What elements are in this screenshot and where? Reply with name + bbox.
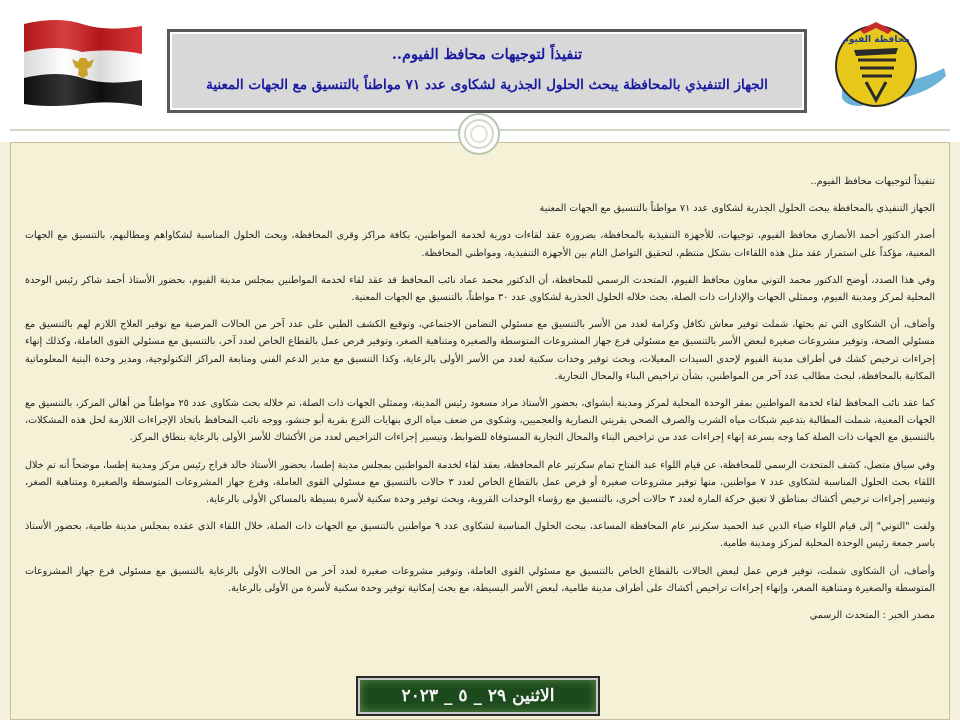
date-box [358,678,598,714]
paragraph: وأضاف، أن الشكاوى شملت، توفير فرص عمل لبعض الحالات بالقطاع الخاص بالتنسيق مع مسئولي القوى العاملة، وتوفير مشروعات صغيرة لعدد آخر من الحالات الأولى بالرعاية بالتنسيق مع مسئولي فرع جهاز المشروعات المتوسطة والصغيرة ومتناهية الصغر، وإنهاء إجراءات تراخيص أكشاك على أطراف مدينة طامية، لبعض الأسر البسيطة، مع بحث إمكانية توفير وحدة سكنية لأسرة من الأولى بالرعاية. [25,565,935,594]
news-source: مصدر الخبر : المتحدث الرسمي [809,610,935,622]
paragraph: وفي سياق متصل، كشف المتحدث الرسمي للمحافظة، عن قيام اللواء عبد الفتاح تمام سكرتير عام المحافظة، بعقد لقاء لخدمة المواطنين بمجلس مدينة إطسا، بحضور الأستاذ خالد فراج رئيس مركز ومدينة إطسا، موضحاً أنه تم خلال اللقاء بحث الحلول المناسبة لشكاوى عدد ٧ مواطنين، منها توفير مشروعات صغيرة أو فرص عمل بالقطاع الخاص لعدد ٣ حالات بالتنسيق مع مسئولي القوى العاملة، وفرع جهاز المشروعات المتوسطة والصغيرة ومتناهية الصغر، وتيسير إجراءات ترخيص أكشاك بمناطق لا تعيق حركة المارة لعدد ٣ حالات أخرى، بالتنسيق مع رؤساء الوحدات القروية، وبحث توفير وحدة سكنية لأسرة بسيطة بالمساكن الأولى بالرعاية. [25,459,935,506]
headline: الجهاز التنفيذي بالمحافظة يبحث الحلول الجذرية لشكاوى عدد ٧١ مواطناً بالتنسيق مع الجهات المعنية [206,77,768,93]
logo-text: محافظة الفيوم [842,35,910,45]
article-body [10,142,950,720]
date-label: الاثنين ٢٩ _ ٥ _ ٢٠٢٣ [401,686,555,706]
paragraph: تنفيذاً لتوجيهات محافظ الفيوم.. [810,176,935,187]
paragraph: وفي هذا الصدد، أوضح الدكتور محمد التوني معاون محافظ الفيوم، المتحدث الرسمي للمحافظة، أن الدكتور محمد عماد نائب المحافظ قد عقد لقاء لخدمة المواطنين بمجلس مدينة الفيوم، بحضور الأستاذ أحمد شاكر رئيس الوحدة المحلية لمركز ومدينة الفيوم، وممثلي الجهات والإدارات ذات الصلة، بحث خلاله الحلول الجذرية لشكاوى عدد ٣٠ مواطناً، بالتنسيق مع الجهات المعنية. [25,274,935,304]
egypt-flag-icon [18,14,146,110]
title-box [167,29,807,113]
paragraph: ولفت "التوني" إلى قيام اللواء ضياء الدين عبد الحميد سكرتير عام المحافظة المساعد، ببحث الحلول المناسبة لشكاوى عدد ٩ مواطنين بالتنسيق مع الجهات ذات الصلة، خلال اللقاء الذي عقده بمجلس مدينة طامية، بحضور الأستاذ ياسر جمعة رئيس الوحدة المحلية لمركز ومدينة طامية. [25,521,935,550]
ornament-icon [455,110,503,158]
paragraph: الجهاز التنفيذي بالمحافظة يبحث الحلول الجذرية لشكاوى عدد ٧١ مواطناً بالتنسيق مع الجهات المعنية [539,203,935,215]
headline-kicker: تنفيذاً لتوجيهات محافظ الفيوم.. [391,46,583,63]
paragraph: كما عقد نائب المحافظ لقاء لخدمة المواطنين بمقر الوحدة المحلية لمركز ومدينة أبشواي، بحضور الأستاذ مراد مسعود رئيس المدينة، وممثلي الجهات ذات الصلة، تم خلاله بحث شكاوى عدد ٢٥ مواطناً من أهالي المركز، بالتنسيق مع الجهات المعنية، شملت المطالبة بتدعيم شبكات مياه الشرب والصرف الصحي بقريتي النصارية والعجميين، وشكوى من ضعف مياه الري بنهايات الترع بقرية أبو جنشو، ووجه نائب المحافظ باتخاذ الإجراءات اللازمة لحل هذه المشكلات، بالتنسيق مع الجهات ذات الصلة كما وجه بسرعة إنهاء إجراءات عدد من تراخيص البناء والمحال التجارية المستوفاة للضوابط، وتيسير إجراءات التراخيص لعدد من الأكشاك للأسر الأولى بالرعاية بنطاق المركز. [25,398,935,444]
paragraph: وأضاف، أن الشكاوى التي تم بحثها، شملت توفير معاش تكافل وكرامة لعدد من الأسر بالتنسيق مع مسئولي التضامن الاجتماعي، وتوقيع الكشف الطبي على عدد آخر من الحالات المرضية مع توفير العلاج اللازم لهم بالتنسيق مع مسئولي الصحة، وتوفير مشروعات صغيرة لبعض الأسر بالتنسيق مع مسئولي فرع جهاز المشروعات المتوسطة والصغيرة ومتناهية الصغر، وتوفير فرص عمل بالقطاع الخاص لعدد آخر، بالتنسيق مع مسئولي القوى العاملة، وكذلك إنهاء إجراءات ترخيص كشك في أطراف مدينة الفيوم لإحدى السيدات المعيلات، وبحث توفير وحدات سكنية لعدد من الأسر الأولى بالرعاية، وكذا التنسيق مع مدير الدعم الفني ومتابعة المراكز التكنولوجية، ومدير وحدة البنية المعلوماتية المكانية بالمحافظة، لبحث مطالب عدد آخر من المواطنين، بشأن تراخيص البناء والمحال التجارية. [25,319,935,382]
fayoum-logo-icon [830,20,950,118]
paragraph: أصدر الدكتور أحمد الأنصاري محافظ الفيوم، توجيهات، للأجهزة التنفيذية بالمحافظة، بضرورة عقد لقاءات دورية لخدمة المواطنين، بكافة مراكز وقرى المحافظة، وبحث الحلول المناسبة لشكاواهم ومطالبهم، بالتنسيق مع الجهات المعنية، مؤكداً على استمرار عقد مثل هذه اللقاءات بشكل منتظم، لتحقيق التواصل التام بين الأجهزة التنفيذية، ومواطني المحافظة. [25,230,935,259]
